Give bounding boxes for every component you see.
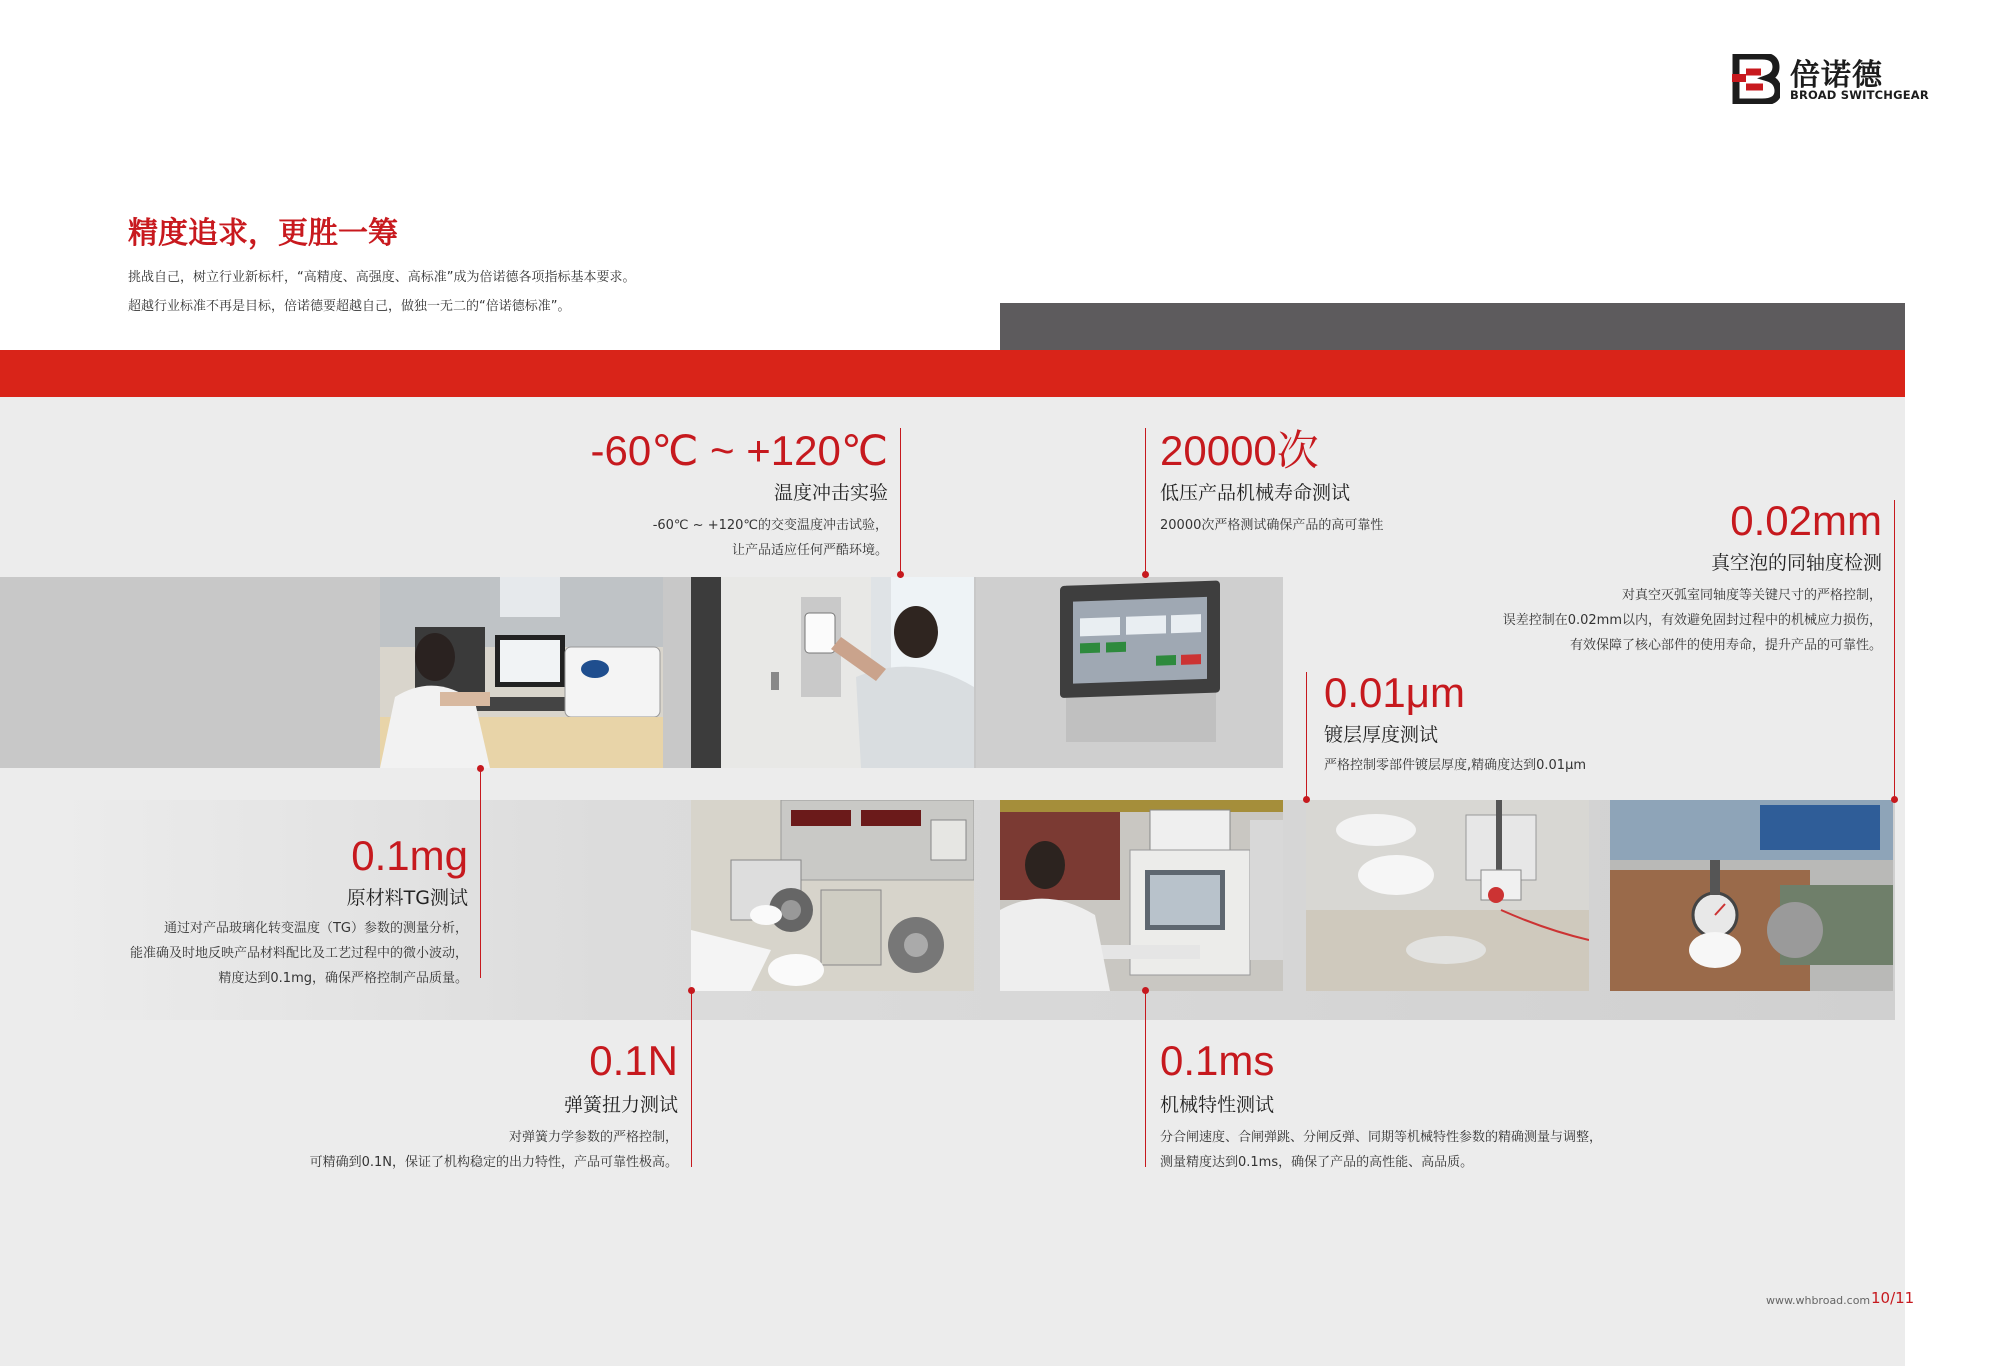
page-number: 10/11 <box>1871 1289 1915 1307</box>
dark-grey-bar <box>1000 303 1905 350</box>
photo-spring-torque-tester <box>691 800 974 991</box>
stat-spring-title: 弹簧扭力测试 <box>563 1094 678 1116</box>
stat-spring-desc-2: 可精确到0.1N，保证了机构稳定的出力特性，产品可靠性极高。 <box>309 1155 678 1170</box>
leader-dot-coaxiality <box>1891 796 1898 803</box>
stat-coating-desc-1: 严格控制零部件镀层厚度,精确度达到0.01μm <box>1324 758 1587 773</box>
leader-line-tg <box>480 768 481 978</box>
intro-line-1: 挑战自己，树立行业新标杆，“高精度、高强度、高标准”成为倍诺德各项指标基本要求。 <box>128 270 636 285</box>
brand-name: 倍诺德 <box>1790 58 1883 93</box>
leader-line-temperature <box>900 428 901 578</box>
stat-coaxiality-desc-2: 误差控制在0.02mm以内，有效避免固封过程中的机械应力损伤， <box>1502 613 1882 628</box>
page-headline: 精度追求，更胜一筹 <box>128 216 398 251</box>
photo-mechanical-test-station <box>1000 800 1283 991</box>
stat-tg-value: 0.1mg <box>351 832 468 879</box>
stat-lifetime-title: 低压产品机械寿命测试 <box>1160 482 1351 504</box>
stat-temperature-desc-1: -60℃ ~ +120℃的交变温度冲击试验， <box>652 518 888 533</box>
stat-spring <box>309 1037 678 1175</box>
stat-tg-title: 原材料TG测试 <box>346 887 468 909</box>
stat-coaxiality-value: 0.02mm <box>1730 497 1882 544</box>
leader-dot-lifetime <box>1142 571 1149 578</box>
leader-line-spring <box>691 991 692 1167</box>
brand-subtitle: BROAD SWITCHGEAR <box>1790 88 1929 102</box>
intro-line-2: 超越行业标准不再是目标，倍诺德要超越自己，做独一无二的“倍诺德标准”。 <box>128 299 571 314</box>
stat-tg-desc-1: 通过对产品玻璃化转变温度（TG）参数的测量分析， <box>163 921 468 936</box>
photo-coaxiality-gauge <box>1610 800 1893 991</box>
leader-line-lifetime <box>1145 428 1146 578</box>
photo-lifetime-test-screen <box>976 577 1283 768</box>
stat-mechanical-desc-2: 测量精度达到0.1ms，确保了产品的高性能、高品质。 <box>1160 1155 1474 1170</box>
stat-lifetime-value: 20000次 <box>1160 427 1319 474</box>
stat-lifetime-desc-1: 20000次严格测试确保产品的高可靠性 <box>1160 518 1384 533</box>
stat-coaxiality <box>1502 497 1882 658</box>
leader-dot-temperature <box>897 571 904 578</box>
photo-temperature-chamber <box>691 577 974 768</box>
stat-tg-desc-3: 精度达到0.1mg，确保严格控制产品质量。 <box>218 971 468 986</box>
stat-temperature <box>590 427 888 563</box>
leader-dot-tg <box>477 765 484 772</box>
stat-temperature-desc-2: 让产品适应任何严酷环境。 <box>731 543 888 558</box>
photo-tg-test-lab <box>380 577 663 768</box>
leader-dot-spring <box>688 987 695 994</box>
leader-dot-mechanical <box>1142 987 1149 994</box>
red-banner-bar <box>0 350 1905 397</box>
stat-coating-value: 0.01μm <box>1324 669 1465 716</box>
leader-dot-coating <box>1303 796 1310 803</box>
stat-coaxiality-desc-1: 对真空灭弧室同轴度等关键尺寸的严格控制， <box>1621 588 1882 603</box>
leader-line-coaxiality <box>1894 500 1895 800</box>
stat-temperature-value: -60℃ ~ +120℃ <box>590 427 888 474</box>
stat-spring-desc-1: 对弹簧力学参数的严格控制， <box>508 1130 678 1145</box>
footer-url[interactable]: www.whbroad.com <box>1766 1294 1871 1307</box>
stat-mechanical <box>1160 1037 1603 1175</box>
stat-tg-desc-2: 能准确及时地反映产品材料配比及工艺过程中的微小波动， <box>129 946 468 961</box>
stat-lifetime <box>1160 427 1384 538</box>
stat-coaxiality-desc-3: 有效保障了核心部件的使用寿命，提升产品的可靠性。 <box>1569 638 1882 653</box>
stat-mechanical-title: 机械特性测试 <box>1160 1094 1275 1116</box>
leader-line-mechanical <box>1145 991 1146 1167</box>
stat-mechanical-desc-1: 分合闸速度、合闸弹跳、分闸反弹、同期等机械特性参数的精确测量与调整， <box>1160 1130 1603 1145</box>
stat-tg <box>129 832 468 991</box>
stat-coaxiality-title: 真空泡的同轴度检测 <box>1710 552 1882 574</box>
photo-coating-thickness <box>1306 800 1589 991</box>
stat-spring-value: 0.1N <box>589 1037 678 1084</box>
stat-coating <box>1324 669 1587 778</box>
stat-coating-title: 镀层厚度测试 <box>1324 724 1439 746</box>
stat-mechanical-value: 0.1ms <box>1160 1037 1275 1084</box>
brand-logo-icon <box>1732 54 1780 104</box>
stat-temperature-title: 温度冲击实验 <box>773 482 888 504</box>
leader-line-coating <box>1306 672 1307 800</box>
